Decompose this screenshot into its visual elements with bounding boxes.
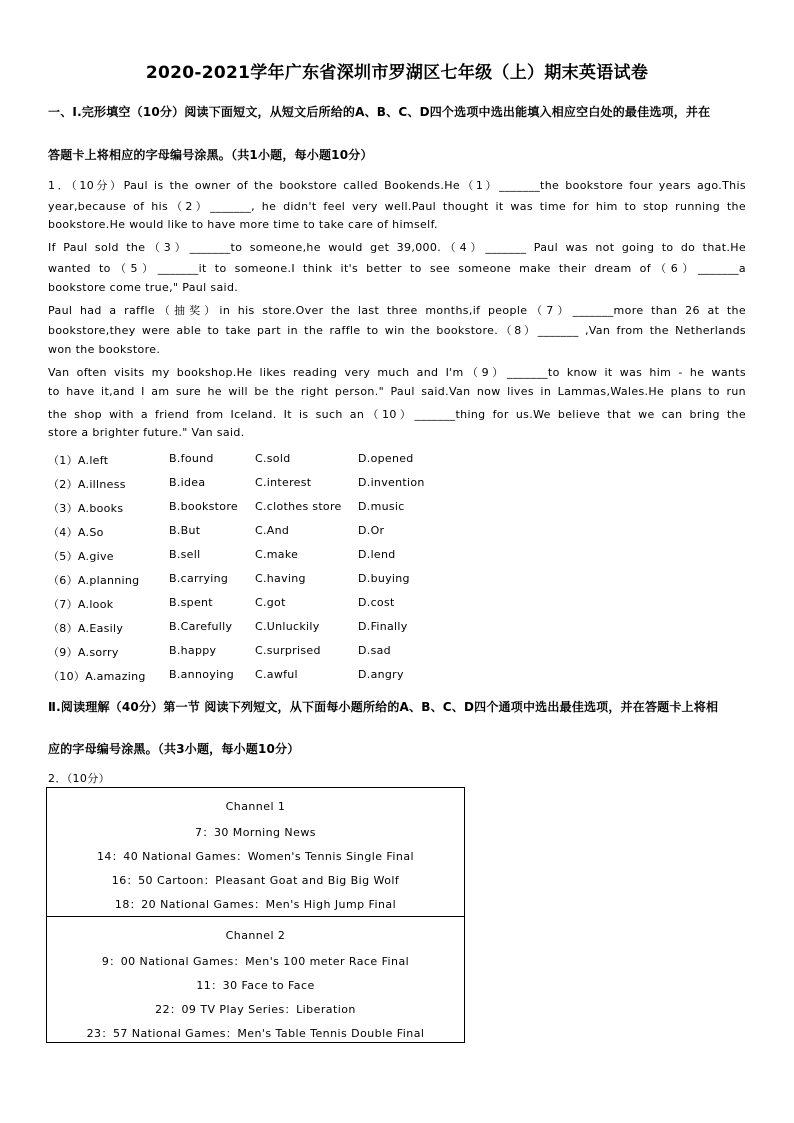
page-title: 2020-2021学年广东省深圳市罗湖区七年级（上）期末英语试卷 [145,63,649,83]
section1-heading-line2: 答题卡上将相应的字母编号涂黑。（共1小题，每小题10分） [48,148,373,162]
option-b: B.But [169,524,201,537]
option-b: B.bookstore [169,500,238,513]
option-b: B.carrying [169,572,229,585]
option-a: （8）A.Easily [48,622,124,635]
option-a: （2）A.illness [48,478,126,491]
option-c: C.having [255,572,306,585]
option-c: C.Unluckily [255,620,320,633]
passage-line: Van often visits my bookshop.He likes reading very much and I'm（9）_______to know it was him - he wants [48,366,746,379]
option-d: D.opened [358,452,414,465]
passage-line: won the bookstore. [48,343,161,356]
schedule-row: 14：40 National Games：Women's Tennis Single Final [96,850,415,863]
schedule-row: 23：57 National Games：Men's Table Tennis Double Final [86,1027,425,1040]
option-d: D.lend [358,548,396,561]
option-d: D.sad [358,644,391,657]
option-a: （1）A.left [48,454,109,467]
schedule-row: 7：30 Morning News [195,826,316,839]
option-b: B.Carefully [169,620,233,633]
option-c: C.And [255,524,290,537]
option-b: B.spent [169,596,213,609]
schedule-row: 18：20 National Games：Men's High Jump Final [114,898,397,911]
channel1-title: Channel 1 [225,800,286,813]
option-c: C.got [255,596,286,609]
option-c: C.clothes store [255,500,342,513]
option-b: B.happy [169,644,217,657]
schedule-row: 9：00 National Games：Men's 100 meter Race Final [101,955,410,968]
passage-line: bookstore,they were able to take part in the raffle to win the bookstore.（8）_______ ,Van from the Netherlands [48,324,746,337]
option-c: C.sold [255,452,291,465]
passage-line: 1．（10分）Paul is the owner of the bookstore called Bookends.He（1）_______the bookstore four years ago.This [48,179,746,192]
passage-line: store a brighter future." Van said. [48,426,245,439]
passage-line: the shop with a friend from Iceland. It is such an（10）_______thing for us.We believe that we can bring the [48,408,746,421]
tv-schedule-table [46,787,465,1043]
channel2-title: Channel 2 [225,929,286,942]
option-b: B.annoying [169,668,234,681]
passage-line: bookstore.He would like to have more time to take care of himself. [48,218,438,231]
option-c: C.make [255,548,299,561]
option-c: C.interest [255,476,312,489]
option-c: C.surprised [255,644,321,657]
section2-heading-line2: 应的字母编号涂黑。（共3小题，每小题10分） [48,742,300,756]
passage-line: If Paul sold the（3）_______to someone,he would get 39,000.（4）_______ Paul was not going to do that.He [48,241,746,254]
section1-heading-line1: 一、I.完形填空（10分）阅读下面短文，从短文后所给的A、B、C、D四个选项中选出能填入相应空白处的最佳选项，并在 [48,105,711,119]
passage-line: to have it,and I am sure he will be the right person." Paul said.Van now lives in Lammas,Wales.He plans to run [48,385,746,398]
schedule-row: 22：09 TV Play Series：Liberation [155,1003,356,1016]
passage-line: wanted to（5）_______it to someone.I think it's better to see someone make their dream of（6）_______a [48,262,746,275]
option-d: D.angry [358,668,404,681]
option-a: （9）A.sorry [48,646,119,659]
option-b: B.sell [169,548,201,561]
option-d: D.buying [358,572,410,585]
passage-line: bookstore come true," Paul said. [48,281,239,294]
option-d: D.cost [358,596,395,609]
table-divider [47,916,464,917]
option-d: D.Or [358,524,385,537]
option-a: （5）A.give [48,550,114,563]
option-a: （6）A.planning [48,574,140,587]
passage-line: year,because of his（2）_______, he didn't feel very well.Paul thought it was time for him to stop running the [48,200,746,213]
option-a: （10）A.amazing [48,670,146,683]
option-b: B.found [169,452,214,465]
option-d: D.invention [358,476,425,489]
passage-line: Paul had a raffle（抽奖）in his store.Over the last three months,if people（7）_______more than 26 at the [48,304,746,317]
option-c: C.awful [255,668,298,681]
option-a: （7）A.look [48,598,114,611]
option-b: B.idea [169,476,206,489]
option-a: （4）A.So [48,526,104,539]
section2-heading-line1: Ⅱ.阅读理解（40分）第一节 阅读下列短文，从下面每小题所给的A、B、C、D四个通项中选出最佳选项，并在答题卡上将相 [48,700,719,714]
option-d: D.Finally [358,620,408,633]
option-a: （3）A.books [48,502,124,515]
q2-label: 2．（10分） [48,772,110,785]
option-d: D.music [358,500,405,513]
schedule-row: 16：50 Cartoon：Pleasant Goat and Big Big Wolf [111,874,400,887]
schedule-row: 11：30 Face to Face [196,979,315,992]
